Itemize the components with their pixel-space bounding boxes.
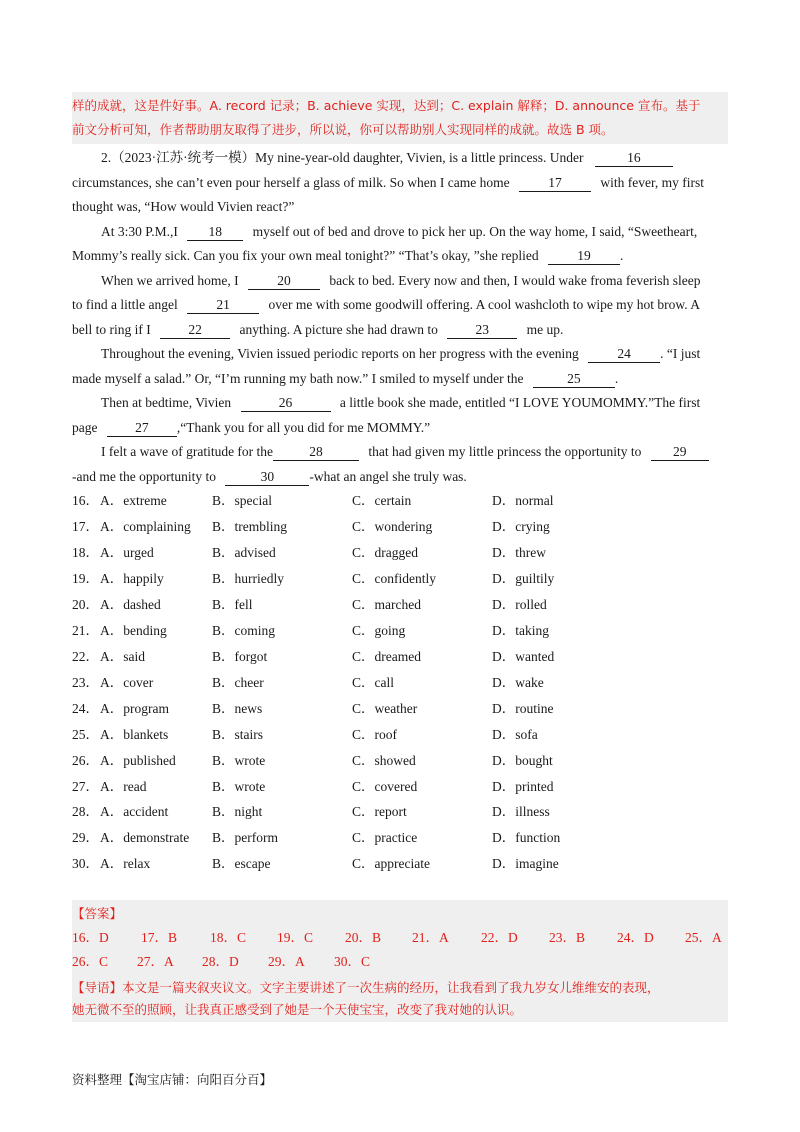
answer-item: 16．D [72,930,109,945]
option-b: B．special [212,493,272,508]
option-d: D．function [492,830,561,845]
option-a: A．bending [100,623,167,638]
guide-line1: 【导语】本文是一篇夹叙夹议文。文字主要讲述了一次生病的经历，让我看到了我九岁女儿维维安的表现， [72,980,660,995]
passage-text: . [620,248,624,263]
passage-line [72,244,728,268]
answer-item: 28．D [202,954,239,969]
option-c: C．practice [352,830,418,845]
option-c: C．dragged [352,545,418,560]
option-number: 18． [72,545,99,560]
passage-line [101,146,728,170]
option-c: C．appreciate [352,856,430,871]
option-c: C．dreamed [352,649,421,664]
passage-line [101,440,728,464]
option-c: C．weather [352,701,418,716]
blank-29: 29 [651,444,709,461]
page-footer: 资料整理【淘宝店铺：向阳百分百】 [72,1072,273,1087]
blank-23: 23 [447,322,517,339]
passage-line [72,465,728,489]
passage-text: Then at bedtime, Vivien [101,395,232,410]
passage-line [72,171,728,195]
passage-line [72,293,728,317]
passage-line [101,269,728,293]
top-explanation-line2: 前文分析可知，作者帮助朋友取得了进步，所以说，你可以帮助别人实现同样的成就。故选 B 项。 [72,122,614,137]
option-b: B．news [212,701,263,716]
option-d: D．wake [492,675,544,690]
option-d: D．printed [492,779,554,794]
option-number: 26． [72,753,99,768]
passage-text: back to bed. Every now and then, I would wake froma feverish sleep [329,273,701,288]
passage-text: circumstances, she can’t even pour herself a glass of milk. So when I came home [72,175,510,190]
answer-heading: 【答案】 [72,906,123,921]
passage-text: with fever, my first [600,175,705,190]
option-b: B．wrote [212,779,266,794]
passage-text: 2.（2023·江苏·统考一模）My nine-year-old daughter, Vivien, is a little princess. Under [101,150,584,165]
blank-20: 20 [248,273,320,290]
passage-text: anything. A picture she had drawn to [239,322,438,337]
option-a: A．demonstrate [100,830,190,845]
option-number: 28． [72,804,99,819]
option-number: 24． [72,701,99,716]
blank-19: 19 [548,248,620,265]
answer-item: 26．C [72,954,109,969]
passage-text: Throughout the evening, Vivien issued periodic reports on her progress with the evening [101,346,579,361]
answer-item: 27．A [137,954,174,969]
passage-text: page [72,420,98,435]
option-b: B．night [212,804,263,819]
option-d: D．taking [492,623,549,638]
option-b: B．perform [212,830,278,845]
passage-text: myself out of bed and drove to pick her up. On the way home, I said, “Sweetheart, [252,224,698,239]
passage-line [72,318,728,342]
option-number: 30． [72,856,99,871]
answer-row [72,926,728,950]
option-b: B．forgot [212,649,268,664]
option-b: B．trembling [212,519,287,534]
option-number: 17． [72,519,99,534]
passage-line [72,367,728,391]
option-d: D．normal [492,493,554,508]
guide-line2: 她无微不至的照顾，让我真正感受到了她是一个天使宝宝，改变了我对她的认识。 [72,1002,523,1017]
blank-28: 28 [273,444,359,461]
option-d: D．guiltily [492,571,555,586]
option-a: A．program [100,701,169,716]
option-a: A．said [100,649,145,664]
option-a: A．accident [100,804,169,819]
option-b: B．advised [212,545,276,560]
option-a: A．blankets [100,727,169,742]
option-a: A．extreme [100,493,167,508]
option-d: D．rolled [492,597,547,612]
passage-text: to find a little angel [72,297,178,312]
option-number: 22． [72,649,99,664]
option-d: D．threw [492,545,546,560]
passage-text: At 3:30 P.M.,I [101,224,178,239]
passage-line [72,416,728,440]
blank-27: 27 [107,420,177,437]
passage-text: When we arrived home, I [101,273,239,288]
option-a: A．relax [100,856,151,871]
passage-line [101,342,728,366]
passage-line [101,220,728,244]
option-b: B．escape [212,856,271,871]
top-explanation-line1: 样的成就，这是件好事。A. record 记录；B. achieve 实现，达到；C. explain 解释；D. announce 宣布。基于 [72,98,701,113]
option-b: B．coming [212,623,275,638]
answer-item: 18．C [210,930,247,945]
answer-item: 19．C [277,930,314,945]
blank-17: 17 [519,175,591,192]
answer-item: 17．B [141,930,178,945]
option-number: 16． [72,493,99,508]
option-a: A．read [100,779,147,794]
option-number: 29． [72,830,99,845]
option-d: D．crying [492,519,550,534]
option-c: C．showed [352,753,416,768]
option-b: B．fell [212,597,253,612]
option-a: A．urged [100,545,154,560]
option-c: C．covered [352,779,418,794]
option-b: B．cheer [212,675,264,690]
option-d: D．sofa [492,727,538,742]
option-d: D．imagine [492,856,559,871]
option-number: 23． [72,675,99,690]
passage-text: . “I just [660,346,701,361]
answer-item: 22．D [481,930,518,945]
option-c: C．certain [352,493,412,508]
passage-line: thought was, “How would Vivien react?” [72,199,295,214]
option-number: 25． [72,727,99,742]
option-c: C．call [352,675,394,690]
option-a: A．dashed [100,597,161,612]
option-c: C．roof [352,727,397,742]
option-number: 27． [72,779,99,794]
answer-item: 25．A [685,930,722,945]
option-c: C．wondering [352,519,433,534]
passage-text: a little book she made, entitled “I LOVE YOUMOMMY.”The first [339,395,701,410]
answer-item: 20．B [345,930,382,945]
option-number: 19． [72,571,99,586]
option-a: A．happily [100,571,164,586]
passage-text: . [614,371,619,386]
blank-30: 30 [225,469,309,486]
option-c: C．confidently [352,571,436,586]
passage-text: over me with some goodwill offering. A cool washcloth to wipe my hot brow. A [268,297,701,312]
passage-text: me up. [526,322,564,337]
passage-text: bell to ring if I [72,322,151,337]
option-b: B．hurriedly [212,571,284,586]
option-d: D．wanted [492,649,555,664]
passage-text: ,“Thank you for all you did for me MOMMY.” [176,420,431,435]
option-number: 21． [72,623,99,638]
option-b: B．wrote [212,753,266,768]
passage-text: made myself a salad.” Or, “I’m running my bath now.” I smiled to myself under the [72,371,524,386]
option-b: B．stairs [212,727,264,742]
blank-21: 21 [187,297,259,314]
blank-22: 22 [160,322,230,339]
option-a: A．published [100,753,176,768]
answer-item: 21．A [412,930,449,945]
blank-24: 24 [588,346,660,363]
option-d: D．routine [492,701,554,716]
option-d: D．bought [492,753,553,768]
answer-item: 29．A [268,954,305,969]
passage-text: that had given my little princess the opportunity to [368,444,642,459]
passage-text: -what an angel she truly was. [309,469,467,484]
option-c: C．going [352,623,406,638]
blank-16: 16 [595,150,673,167]
passage-text: I felt a wave of gratitude for the [101,444,274,459]
blank-26: 26 [241,395,331,412]
blank-25: 25 [533,371,615,388]
option-number: 20． [72,597,99,612]
answer-row [72,950,728,974]
answer-item: 30．C [334,954,371,969]
option-a: A．complaining [100,519,191,534]
option-a: A．cover [100,675,154,690]
passage-text: Mommy’s really sick. Can you fix your own meal tonight?” “That’s okay, ”she replied [72,248,539,263]
answer-item: 24．D [617,930,654,945]
option-c: C．report [352,804,407,819]
passage-text: -and me the opportunity to [72,469,216,484]
blank-18: 18 [187,224,243,241]
option-d: D．illness [492,804,550,819]
answer-item: 23．B [549,930,586,945]
passage-line [101,391,728,415]
option-c: C．marched [352,597,421,612]
